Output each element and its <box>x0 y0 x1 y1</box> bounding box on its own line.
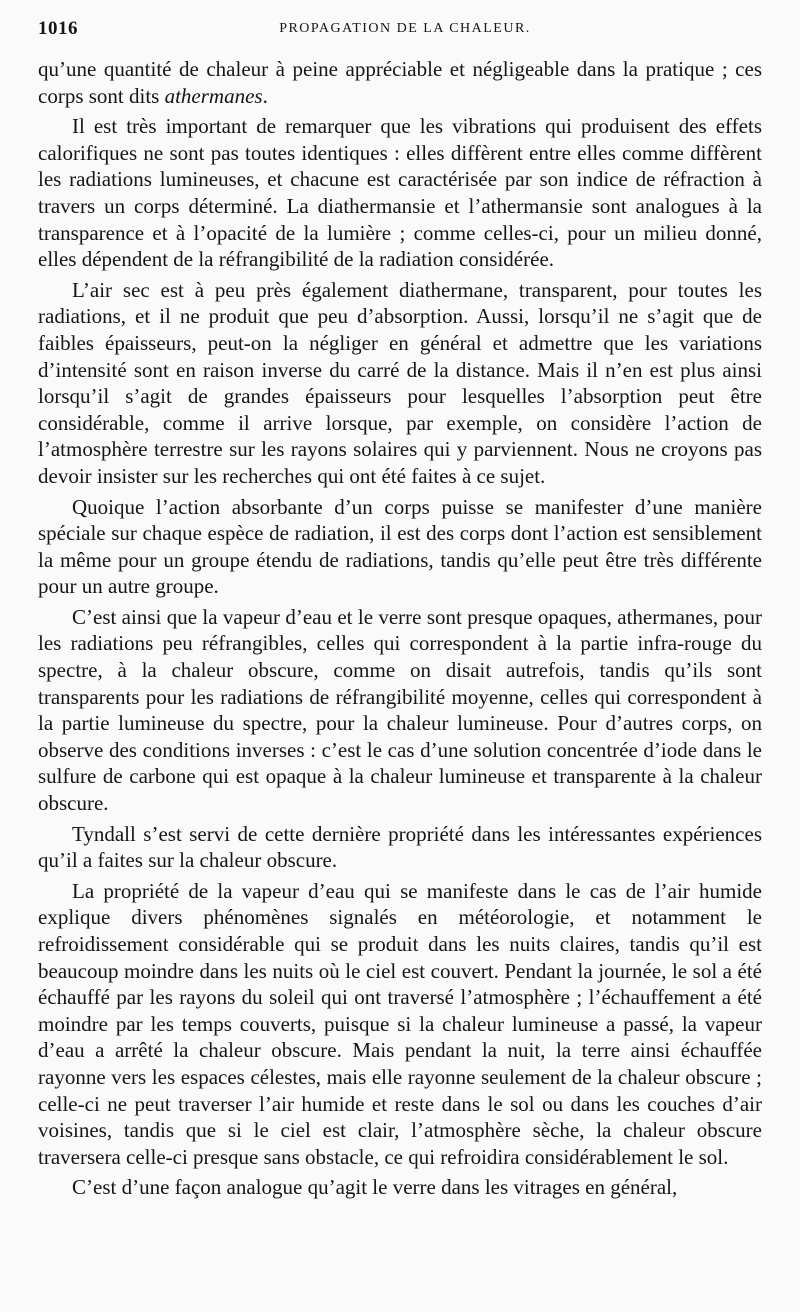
paragraph: C’est ainsi que la vapeur d’eau et le verre sont presque opaques, athermanes, pour les radiations peu réfrangibles, celles qui correspondent à la partie infra-rouge du spectre, à la chaleur obscure, comme on disait autrefois, tandis qu’ils sont transparents pour les radiations de réfrangibilité moyenne, celles qui correspondent à la partie lumineuse du spectre, pour la chaleur lumineuse. Pour d’autres corps, on observe des conditions inverses : c’est le cas d’une solution concentrée d’iode dans le sulfure de carbone qui est opaque à la chaleur lumineuse et transparente à la chaleur obscure. <box>38 604 762 816</box>
paragraph-continuation: qu’une quantité de chaleur à peine appréciable et négligeable dans la pratique ; ces corps sont dits athermanes. <box>38 57 762 108</box>
body-text <box>38 56 762 1201</box>
page-number: 1016 <box>38 18 78 39</box>
paragraph: La propriété de la vapeur d’eau qui se manifeste dans le cas de l’air humide explique divers phénomènes signalés en météorologie, et notamment le refroidissement considérable qui se produit dans les nuits claires, tandis qu’il est beaucoup moindre dans les nuits où le ciel est couvert. Pendant la journée, le sol a été échauffé par les rayons du soleil qui ont traversé l’atmosphère ; l’échauffement a été moindre par les temps couverts, puisque si la chaleur lumineuse a passé, la vapeur d’eau a arrêté la chaleur obscure. Mais pendant la nuit, la terre ainsi échauffée rayonne vers les espaces célestes, mais elle rayonne seulement de la chaleur obscure ; celle-ci ne peut traverser l’air humide et reste dans le sol ou dans les couches d’air voisines, tandis que si le ciel est clair, l’atmosphère sèche, la chaleur obscure traversera celle-ci presque sans obstacle, ce qui refroidira considérablement le sol. <box>38 878 762 1169</box>
paragraph: Tyndall s’est servi de cette dernière propriété dans les intéressantes expériences qu’il a faites sur la chaleur obscure. <box>38 821 762 873</box>
paragraph: L’air sec est à peu près également diathermane, transparent, pour toutes les radiations, et il ne produit que peu d’absorption. Aussi, lorsqu’il ne s’agit que de faibles épaisseurs, peut-on la négliger en général et admettre que les variations d’intensité sont en raison inverse du carré de la distance. Mais il n’en est plus ainsi lorsqu’il s’agit de grandes épaisseurs pour lesquelles l’absorption peut être considérable, comme il arrive lorsque, par exemple, on considère l’action de l’atmosphère terrestre sur les rayons solaires qui y parviennent. Nous ne croyons pas devoir insister sur les recherches qui ont été faites à ce sujet. <box>38 277 762 488</box>
paragraph: C’est d’une façon analogue qu’agit le verre dans les vitrages en général, <box>72 1175 678 1200</box>
emphasized-term: athermanes <box>164 83 263 108</box>
paragraph: Quoique l’action absorbante d’un corps puisse se manifester d’une manière spéciale sur chaque espèce de radiation, il est des corps dont l’action est sensiblement la même pour un groupe étendu de radiations, tandis qu’elle peut être très différente pour un autre groupe. <box>38 494 762 599</box>
page-header <box>38 12 772 56</box>
running-title: PROPAGATION DE LA CHALEUR. <box>279 21 531 36</box>
paragraph: Il est très important de remarquer que les vibrations qui produisent des effets calorifiques ne sont pas toutes identiques : elles diffèrent entre elles comme diffèrent les radiations lumineuses, et chacune est caractérisée par son indice de réfraction à travers un corps déterminé. La diathermansie et l’athermansie sont analogues à la transparence et à l’opacité de la lumière ; comme celles-ci, pour un milieu donné, elles dépendent de la réfrangibilité de la radiation considérée. <box>38 114 762 272</box>
